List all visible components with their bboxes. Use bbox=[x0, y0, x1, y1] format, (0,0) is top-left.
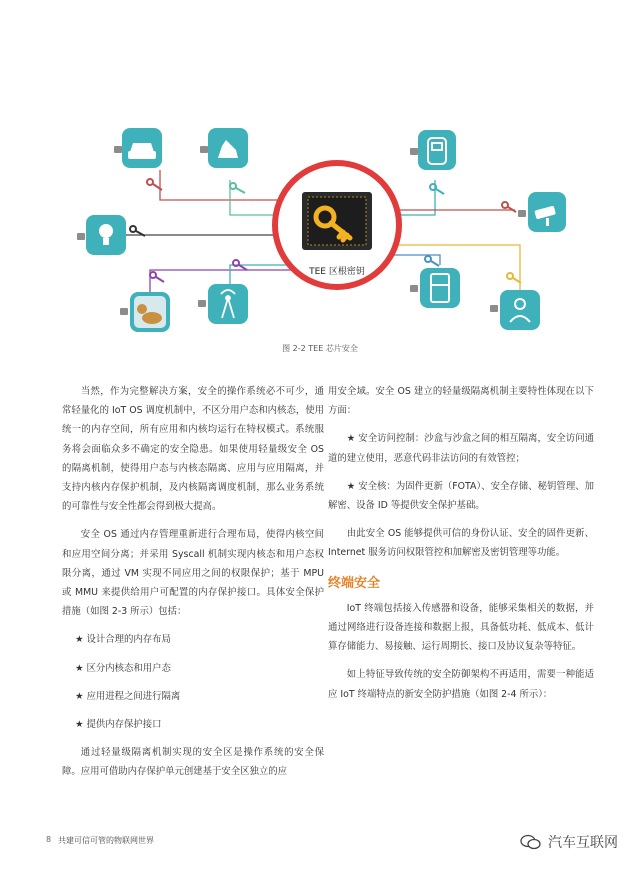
lock-icon bbox=[200, 146, 208, 153]
left-column bbox=[62, 382, 324, 782]
node-dog bbox=[120, 292, 170, 332]
lock-icon bbox=[410, 148, 418, 155]
paragraph: 由此安全 OS 能够提供可信的身份认证、安全的固件更新、Internet 服务访问权限管控和加解密及密钥管理等功能。 bbox=[328, 528, 594, 559]
key-icon bbox=[150, 272, 164, 282]
bullet-item: ★ 提供内存保护接口 bbox=[75, 719, 162, 731]
figure-caption: 图 2-2 TEE 芯片安全 bbox=[282, 344, 358, 353]
bullet-item: ★ 应用进程之间进行隔离 bbox=[75, 690, 181, 702]
bullet-item: ★ 安全访问控制：沙盒与沙盒之间的相互隔离，安全访问通道的建立使用，恶意代码非法访问的有效管控； bbox=[328, 433, 594, 464]
node-fridge bbox=[410, 268, 460, 308]
lock-icon bbox=[114, 146, 122, 153]
node-camera bbox=[518, 192, 566, 232]
paragraph: 用安全域。安全 OS 建立的轻量级隔离机制主要特性体现在以下方面： bbox=[328, 386, 594, 417]
tee-chip bbox=[275, 163, 399, 287]
key-icon bbox=[430, 184, 444, 194]
paragraph: IoT 终端包括接入传感器和设备，能够采集相关的数据，并通过网络进行设备连接和数据上报，具备低功耗、低成本、低计算存储能力、易接触、运行周期长、接口及协议复杂等特征。 bbox=[328, 602, 594, 653]
page-number: 8 bbox=[46, 835, 52, 844]
node-user bbox=[490, 290, 540, 330]
paragraph: 通过轻量级隔离机制实现的安全区是操作系统的安全保障。应用可借助内存保护单元创建基于安全区独立的应 bbox=[62, 747, 324, 778]
bullet-item: ★ 区分内核态和用户态 bbox=[75, 662, 171, 674]
lock-icon bbox=[410, 285, 418, 292]
watermark-text: 汽车互联网 bbox=[548, 835, 618, 851]
paragraph: 当然，作为完整解决方案，安全的操作系统必不可少，通常轻量化的 IoT OS 调度机制中，不区分用户态和内核态，使用统一的内存空间，所有应用和内核均运行在特权模式。系统服务将会面临众多不确定的安全隐患。如果使用轻量级安全 OS 的隔离机制，使得用户态与内核态隔离、应用与应用隔离，并支持内核内存保护机制，及内核隔离调度机制，那么业务系统的可靠性与安全性都会得到极大提高。 bbox=[62, 386, 324, 513]
node-thermostat bbox=[410, 130, 456, 170]
node-antenna bbox=[198, 284, 248, 324]
right-column bbox=[328, 382, 594, 704]
node-bulb bbox=[77, 215, 126, 255]
watermark bbox=[520, 832, 618, 852]
lock-icon bbox=[120, 308, 128, 315]
key-icon bbox=[230, 183, 245, 193]
paragraph: 如上特征导致传统的安全防御架构不再适用，需要一种能适应 IoT 终端特点的新安全防护措施（如图 2-4 所示）： bbox=[328, 669, 594, 700]
dog-photo bbox=[134, 296, 166, 328]
key-icon bbox=[425, 256, 439, 266]
lock-icon bbox=[518, 210, 526, 217]
chip-label: TEE 区根密钥 bbox=[309, 267, 365, 277]
node-lamp bbox=[200, 128, 248, 168]
bullet-item: ★ 安全核：为固件更新（FOTA）、安全存储、秘钥管理、加解密、设备 ID 等提供安全保护基础。 bbox=[328, 480, 594, 512]
lock-icon bbox=[198, 300, 206, 307]
footer-title: 共建可信可管的物联网世界 bbox=[58, 836, 154, 845]
lock-icon bbox=[490, 305, 498, 312]
section-title: 终端安全 bbox=[328, 575, 381, 591]
wechat-icon bbox=[520, 834, 542, 850]
connector-car bbox=[160, 170, 290, 200]
key-icon bbox=[507, 273, 521, 283]
lock-icon bbox=[77, 233, 85, 240]
tee-diagram bbox=[0, 0, 640, 345]
node-car bbox=[114, 128, 162, 168]
bullet-item: ★ 设计合理的内存布局 bbox=[75, 634, 171, 646]
paragraph: 安全 OS 通过内存管理重新进行合理布局，使得内核空间和应用空间分离；并采用 Syscall 机制实现内核态和用户态权限分离，通过 VM 实现不同应用之间的权限保护；基于 MPU 或 MMU 来提供给用户可配置的内存保护接口。具体安全保护措施（如图 2-3 所示）包括： bbox=[62, 529, 324, 618]
